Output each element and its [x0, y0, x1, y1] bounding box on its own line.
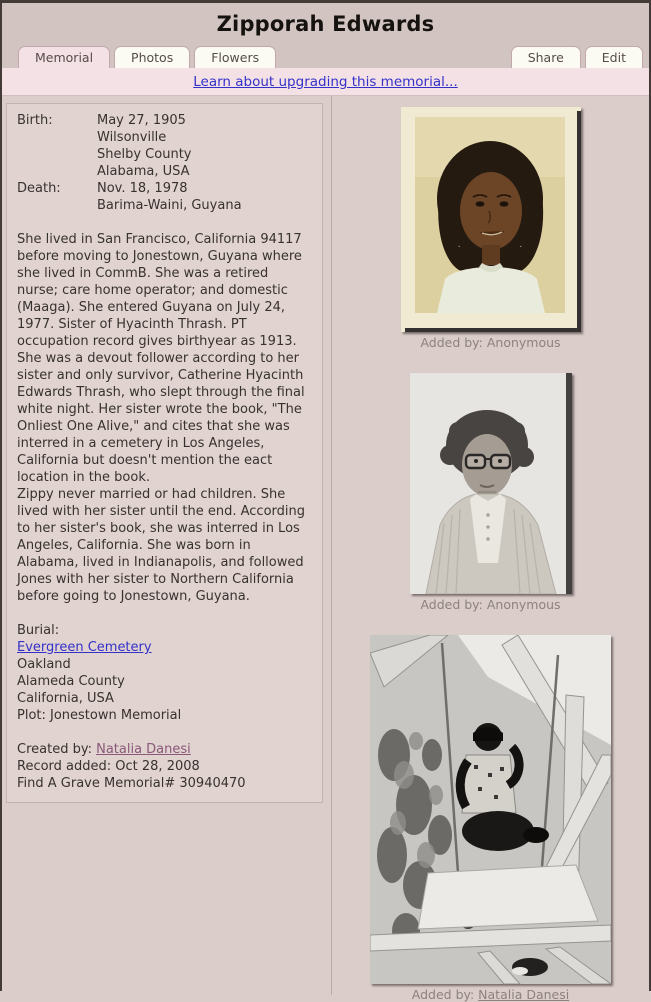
burial-city: Oakland	[17, 657, 71, 672]
photo-3[interactable]	[370, 635, 611, 984]
death-label: Death:	[17, 181, 61, 196]
memorial-details-column	[2, 96, 332, 995]
added-by-name: Anonymous	[486, 597, 561, 612]
photos-column	[332, 96, 649, 1002]
birth-label: Birth:	[17, 113, 53, 128]
tab-memorial[interactable]: Memorial	[18, 46, 110, 68]
tab-bar	[2, 45, 649, 68]
death-value	[97, 180, 242, 214]
birth-date: May 27, 1905	[97, 113, 186, 128]
added-by-name-link[interactable]: Natalia Danesi	[478, 987, 570, 1002]
photo-1[interactable]	[401, 107, 581, 332]
photo-2-image	[410, 373, 572, 594]
photo-2[interactable]	[410, 373, 572, 594]
cemetery-link[interactable]: Evergreen Cemetery	[17, 640, 152, 655]
birth-value	[97, 112, 191, 180]
page-header	[2, 3, 649, 45]
memorial-info-box	[6, 103, 323, 803]
death-row	[17, 180, 312, 214]
burial-plot: Plot: Jonestown Memorial	[17, 708, 182, 723]
burial-section	[17, 622, 312, 724]
upgrade-banner	[2, 68, 649, 96]
biography-paragraph-1: She lived in San Francisco, California 94117 before moving to Jonestown, Guyana where she lived in CommB. She was a retired nurse; care home operator; and domestic (Maaga). She entered Guyana on July 24, 1977. Sister of Hyacinth Thrash. PT occupation record gives birthyear as 1913. She was a devout follower according to her sister and only survivor, Catherine Hyacinth Edwards Thrash, who slept through the final white night. Her sister wrote the book, "The Onliest One Alive," and cites that she was interred in a cemetery in Los Angeles, California but doesn't mention the eact location in the book.	[17, 232, 305, 485]
added-by-label: Added by:	[420, 335, 487, 350]
photo-3-image	[370, 635, 611, 984]
added-by-label: Added by:	[420, 597, 487, 612]
photo-1-caption	[420, 335, 560, 350]
burial-county: Alameda County	[17, 674, 125, 689]
biography-paragraph-2: Zippy never married or had children. She lived with her sister until the end. According to her sister's book, she was interred in Los Angeles, California. She was born in Alabama, lived in Indianapolis, and followed Jones with her sister to Northern California before going to Jonestown, Guyana.	[17, 487, 305, 604]
record-section	[17, 741, 312, 792]
created-by-line	[17, 741, 312, 758]
memorial-number: Find A Grave Memorial# 30940470	[17, 776, 246, 791]
death-date: Nov. 18, 1978	[97, 181, 188, 196]
birth-row	[17, 112, 312, 180]
photo-3-caption	[412, 987, 569, 1002]
photo-1-image	[401, 107, 581, 332]
burial-state: California, USA	[17, 691, 114, 706]
created-by-label: Created by:	[17, 742, 97, 757]
birth-county: Shelby County	[97, 147, 192, 162]
tab-flowers[interactable]: Flowers	[194, 46, 276, 68]
creator-link[interactable]: Natalia Danesi	[96, 742, 191, 757]
upgrade-memorial-link[interactable]: Learn about upgrading this memorial...	[193, 74, 458, 90]
added-by-name: Anonymous	[486, 335, 561, 350]
tab-photos[interactable]: Photos	[114, 46, 190, 68]
death-place: Barima-Waini, Guyana	[97, 198, 242, 213]
content-area	[2, 96, 649, 1002]
added-by-label: Added by:	[411, 987, 479, 1002]
tab-edit[interactable]: Edit	[585, 46, 643, 68]
tab-share[interactable]: Share	[511, 46, 581, 68]
record-added: Record added: Oct 28, 2008	[17, 759, 200, 774]
biography	[17, 231, 312, 605]
photo-2-caption	[420, 597, 560, 612]
page-title: Zipporah Edwards	[216, 12, 435, 36]
burial-label: Burial:	[17, 623, 60, 638]
birth-city: Wilsonville	[97, 130, 167, 145]
birth-state: Alabama, USA	[97, 164, 190, 179]
